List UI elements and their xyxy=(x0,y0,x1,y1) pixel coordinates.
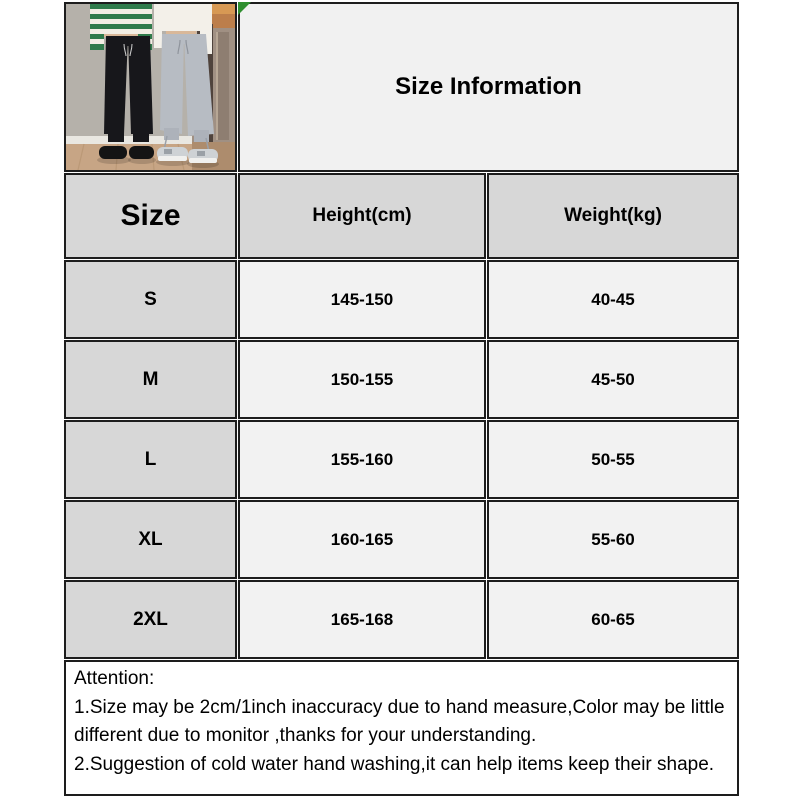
title-panel xyxy=(238,2,739,172)
size-information-sheet xyxy=(64,2,739,796)
attention-line-3: 2.Suggestion of cold water hand washing,it can help items keep their shape. xyxy=(74,753,715,775)
height-cell: 165-168 xyxy=(238,580,486,659)
page-title: Size Information xyxy=(395,73,582,100)
corner-triangle-icon xyxy=(238,2,251,15)
height-cell: 155-160 xyxy=(238,420,486,499)
weight-cell: 40-45 xyxy=(487,260,739,339)
size-cell: L xyxy=(64,420,237,499)
size-cell: M xyxy=(64,340,237,419)
weight-cell: 50-55 xyxy=(487,420,739,499)
height-cell: 160-165 xyxy=(238,500,486,579)
attention-line-1: 1.Size may be 2cm/1inch inaccuracy due to hand measure,Color may be little xyxy=(74,696,725,718)
height-cell: 150-155 xyxy=(238,340,486,419)
height-cell: 145-150 xyxy=(238,260,486,339)
header-cell-weight: Weight(kg) xyxy=(487,173,739,259)
size-cell: 2XL xyxy=(64,580,237,659)
size-cell: S xyxy=(64,260,237,339)
size-cell: XL xyxy=(64,500,237,579)
attention-title: Attention: xyxy=(74,668,155,689)
weight-cell: 55-60 xyxy=(487,500,739,579)
product-photo-cell xyxy=(64,2,237,172)
weight-cell: 45-50 xyxy=(487,340,739,419)
header-cell-height: Height(cm) xyxy=(238,173,486,259)
attention-line-2: different due to monitor ,thanks for your understanding. xyxy=(74,725,537,746)
attention-box xyxy=(64,660,739,796)
weight-cell: 60-65 xyxy=(487,580,739,659)
header-cell-size: Size xyxy=(64,173,237,259)
product-photo xyxy=(66,4,235,170)
